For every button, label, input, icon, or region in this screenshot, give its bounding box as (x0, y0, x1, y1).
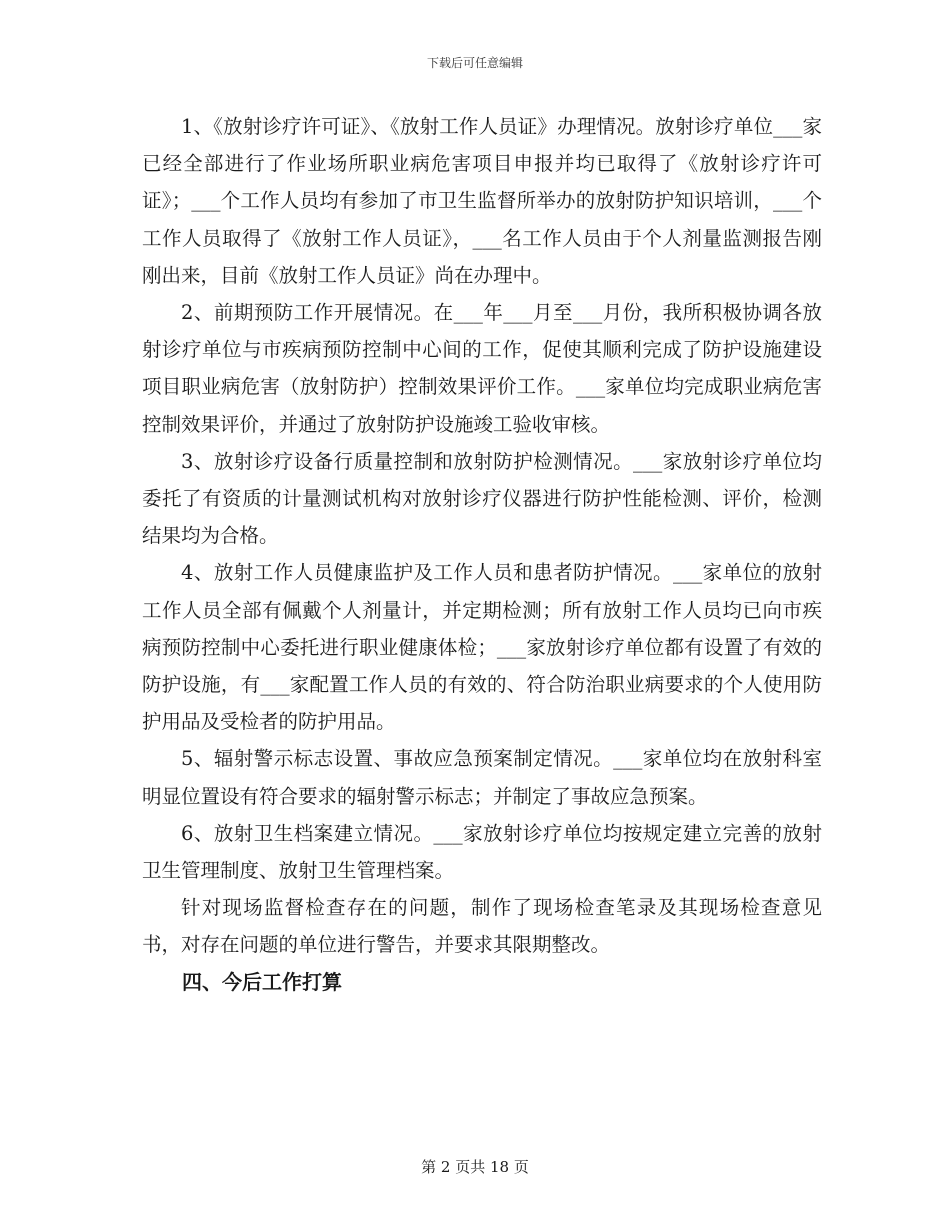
paragraph-warning-signs: 5、辐射警示标志设置、事故应急预案制定情况。___家单位均在放射科室明显位置设有符合要求的辐射警示标志；并制定了事故应急预案。 (142, 747, 822, 808)
document-body (142, 108, 822, 1001)
page-header: 下载后可任意编辑 (426, 56, 523, 70)
paragraph-archives: 6、放射卫生档案建立情况。___家放射诊疗单位均按规定建立完善的放射卫生管理制度、放射卫生管理档案。 (142, 821, 822, 883)
paragraph-quality-control: 3、放射诊疗设备行质量控制和放射防护检测情况。___家放射诊疗单位均委托了有资质的计量测试机构对放射诊疗仪器进行防护性能检测、评价，检测结果均为合格。 (142, 449, 822, 548)
paragraph-license: 1、《放射诊疗许可证》、《放射工作人员证》办理情况。放射诊疗单位___家已经全部进行了作业场所职业病危害项目申报并均已取得了《放射诊疗许可证》；___个工作人员均有参加了市卫生监督所举办的放射防护知识培训，___个工作人员取得了《放射工作人员证》，___名工作人员由于个人剂量监测报告刚刚出来，目前《放射工作人员证》尚在办理中。 (142, 115, 822, 287)
paragraph-health-monitoring: 4、放射工作人员健康监护及工作人员和患者防护情况。___家单位的放射工作人员全部有佩戴个人剂量计，并定期检测；所有放射工作人员均已向市疾病预防控制中心委托进行职业健康体检；___家放射诊疗单位都有设置了有效的防护设施，有___家配置工作人员的有效的、符合防治职业病要求的个人使用防护用品及受检者的防护用品。 (142, 561, 822, 734)
section-heading: 四、今后工作打算 (182, 969, 342, 994)
paragraph-rectification: 针对现场监督检查存在的问题，制作了现场检查笔录及其现场检查意见书，对存在问题的单位进行警告，并要求其限期整改。 (142, 896, 822, 957)
paragraph-prevention: 2、前期预防工作开展情况。在___年___月至___月份，我所积极协调各放射诊疗单位与市疾病预防控制中心间的工作，促使其顺利完成了防护设施建设项目职业病危害（放射防护）控制效果评价工作。___家单位均完成职业病危害控制效果评价，并通过了放射防护设施竣工验收审核。 (142, 301, 822, 436)
page-footer: 第 2 页共 18 页 (421, 1158, 529, 1176)
